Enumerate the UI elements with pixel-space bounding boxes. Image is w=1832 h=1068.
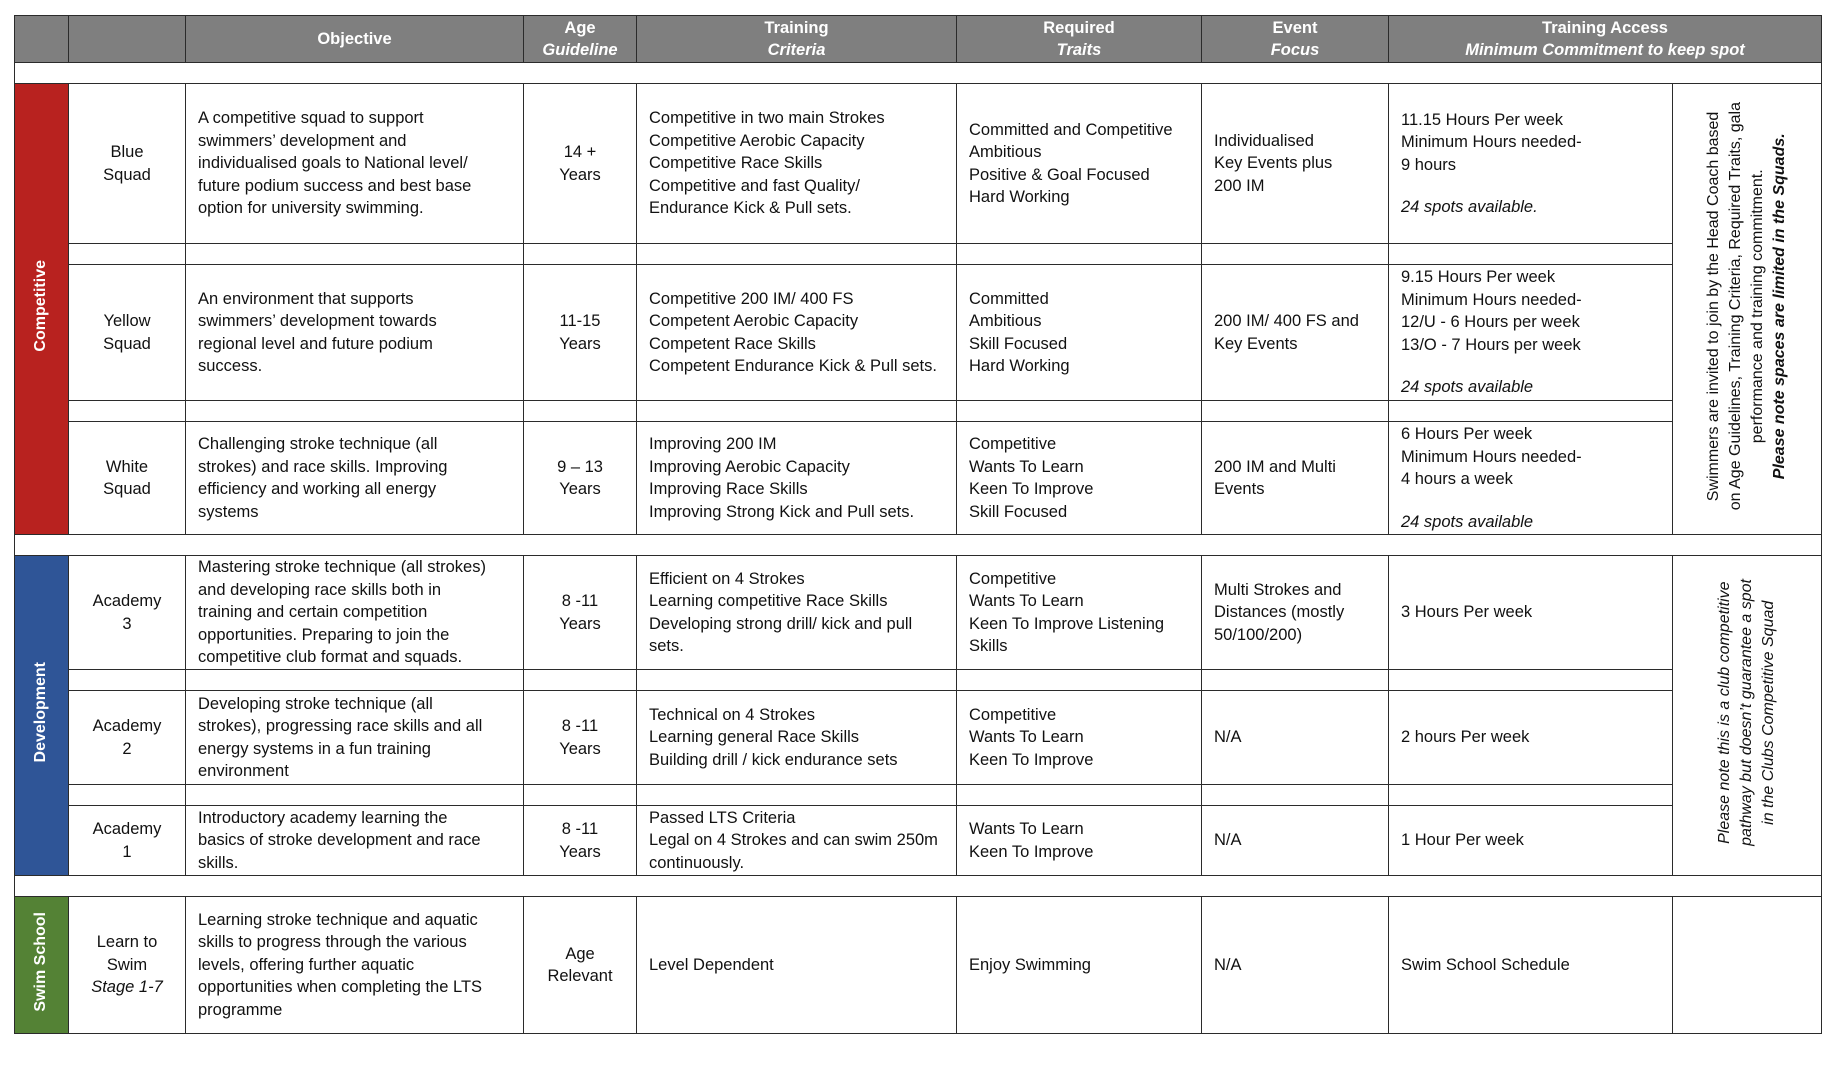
squad-table-container bbox=[14, 15, 1821, 1034]
squad-name: Blue Squad bbox=[69, 84, 186, 244]
access-cell: Swim School Schedule bbox=[1389, 897, 1673, 1034]
row-blue-squad bbox=[15, 84, 1822, 244]
spots-available: 24 spots available bbox=[1401, 378, 1534, 397]
objective-cell: Developing stroke technique (all strokes), progressing race skills and all energy systems in a fun training environment bbox=[186, 691, 524, 785]
event-cell: Multi Strokes and Distances (mostly 50/100/200) bbox=[1202, 556, 1389, 670]
objective-cell: Learning stroke technique and aquatic skills to progress through the various levels, offering further aquatic opportunities when completing the LTS programme bbox=[186, 897, 524, 1034]
empty-note-cell bbox=[1673, 897, 1822, 1034]
header-blank-group bbox=[15, 16, 69, 63]
spacer-row bbox=[15, 785, 1822, 806]
stage-label: Stage 1-7 bbox=[91, 978, 163, 997]
age-cell: 14 + Years bbox=[524, 84, 637, 244]
squad-name: Academy 1 bbox=[69, 806, 186, 876]
access-cell: 2 hours Per week bbox=[1389, 691, 1673, 785]
group-swim-school: Swim School bbox=[15, 897, 69, 1034]
access-cell: 3 Hours Per week bbox=[1389, 556, 1673, 670]
criteria-cell: Competitive in two main Strokes Competitive Aerobic Capacity Competitive Race Skills Competitive and fast Quality/ Endurance Kick & Pull sets. bbox=[637, 84, 957, 244]
squad-pathway-table bbox=[14, 15, 1822, 1034]
criteria-cell: Level Dependent bbox=[637, 897, 957, 1034]
squad-name: Learn to Swim Stage 1-7 bbox=[69, 897, 186, 1034]
criteria-cell: Passed LTS Criteria Legal on 4 Strokes and can swim 250m continuously. bbox=[637, 806, 957, 876]
traits-cell: Enjoy Swimming bbox=[957, 897, 1202, 1034]
row-academy-2 bbox=[15, 691, 1822, 785]
criteria-cell: Efficient on 4 Strokes Learning competitive Race Skills Developing strong drill/ kick and pull sets. bbox=[637, 556, 957, 670]
event-cell: 200 IM and Multi Events bbox=[1202, 422, 1389, 535]
age-cell: Age Relevant bbox=[524, 897, 637, 1034]
traits-cell: Committed and Competitive Ambitious Positive & Goal Focused Hard Working bbox=[957, 84, 1202, 244]
header-event: Event Focus bbox=[1202, 16, 1389, 63]
age-cell: 8 -11 Years bbox=[524, 691, 637, 785]
spacer-row bbox=[15, 670, 1822, 691]
competitive-note: Swimmers are invited to join by the Head Coach based on Age Guidelines, Training Criteria, Required Traits, gala performance and training commitment. Please note spaces are limited in the Squads. bbox=[1673, 84, 1822, 535]
group-competitive: Competitive bbox=[15, 84, 69, 535]
group-development: Development bbox=[15, 556, 69, 876]
row-academy-1 bbox=[15, 806, 1822, 876]
objective-cell: An environment that supports swimmers’ development towards regional level and future podium success. bbox=[186, 265, 524, 401]
traits-cell: Competitive Wants To Learn Keen To Improve Listening Skills bbox=[957, 556, 1202, 670]
criteria-cell: Competitive 200 IM/ 400 FS Competent Aerobic Capacity Competent Race Skills Competent Endurance Kick & Pull sets. bbox=[637, 265, 957, 401]
gap-row bbox=[15, 63, 1822, 84]
header-training: Training Criteria bbox=[637, 16, 957, 63]
row-white-squad bbox=[15, 422, 1822, 535]
squad-name: Academy 3 bbox=[69, 556, 186, 670]
gap-row bbox=[15, 535, 1822, 556]
age-cell: 8 -11 Years bbox=[524, 806, 637, 876]
event-cell: N/A bbox=[1202, 897, 1389, 1034]
traits-cell: Competitive Wants To Learn Keen To Improve Skill Focused bbox=[957, 422, 1202, 535]
objective-cell: A competitive squad to support swimmers’ development and individualised goals to National level/ future podium success and best base option for university swimming. bbox=[186, 84, 524, 244]
event-cell: N/A bbox=[1202, 691, 1389, 785]
squad-name: Yellow Squad bbox=[69, 265, 186, 401]
access-cell: 9.15 Hours Per week Minimum Hours needed- 12/U - 6 Hours per week 13/O - 7 Hours per week 24 spots available bbox=[1389, 265, 1673, 401]
traits-cell: Wants To Learn Keen To Improve bbox=[957, 806, 1202, 876]
objective-cell: Challenging stroke technique (all strokes) and race skills. Improving efficiency and working all energy systems bbox=[186, 422, 524, 535]
age-cell: 11-15 Years bbox=[524, 265, 637, 401]
criteria-cell: Technical on 4 Strokes Learning general Race Skills Building drill / kick endurance sets bbox=[637, 691, 957, 785]
event-cell: 200 IM/ 400 FS and Key Events bbox=[1202, 265, 1389, 401]
row-academy-3 bbox=[15, 556, 1822, 670]
traits-cell: Committed Ambitious Skill Focused Hard Working bbox=[957, 265, 1202, 401]
access-cell: 1 Hour Per week bbox=[1389, 806, 1673, 876]
spacer-row bbox=[15, 244, 1822, 265]
header-objective: Objective bbox=[186, 16, 524, 63]
squad-name: White Squad bbox=[69, 422, 186, 535]
squad-name: Academy 2 bbox=[69, 691, 186, 785]
row-learn-to-swim bbox=[15, 897, 1822, 1034]
traits-cell: Competitive Wants To Learn Keen To Improve bbox=[957, 691, 1202, 785]
event-cell: N/A bbox=[1202, 806, 1389, 876]
header-blank-name bbox=[69, 16, 186, 63]
spacer-row bbox=[15, 401, 1822, 422]
objective-cell: Introductory academy learning the basics of stroke development and race skills. bbox=[186, 806, 524, 876]
objective-cell: Mastering stroke technique (all strokes) and developing race skills both in training and certain competition opportunities. Preparing to join the competitive club format and squads. bbox=[186, 556, 524, 670]
header-traits: Required Traits bbox=[957, 16, 1202, 63]
age-cell: 9 – 13 Years bbox=[524, 422, 637, 535]
event-cell: Individualised Key Events plus 200 IM bbox=[1202, 84, 1389, 244]
row-yellow-squad bbox=[15, 265, 1822, 401]
header-age: Age Guideline bbox=[524, 16, 637, 63]
access-cell: 6 Hours Per week Minimum Hours needed- 4 hours a week 24 spots available bbox=[1389, 422, 1673, 535]
access-cell: 11.15 Hours Per week Minimum Hours needed- 9 hours 24 spots available. bbox=[1389, 84, 1673, 244]
criteria-cell: Improving 200 IM Improving Aerobic Capacity Improving Race Skills Improving Strong Kick and Pull sets. bbox=[637, 422, 957, 535]
spots-available: 24 spots available bbox=[1401, 512, 1534, 531]
age-cell: 8 -11 Years bbox=[524, 556, 637, 670]
header-row bbox=[15, 16, 1822, 63]
gap-row bbox=[15, 876, 1822, 897]
development-note: Please note this is a club competitive pathway but doesn’t guarantee a spot in the Clubs Competitive Squad bbox=[1673, 556, 1822, 876]
header-access: Training Access Minimum Commitment to keep spot bbox=[1389, 16, 1822, 63]
spots-available: 24 spots available. bbox=[1401, 198, 1538, 216]
